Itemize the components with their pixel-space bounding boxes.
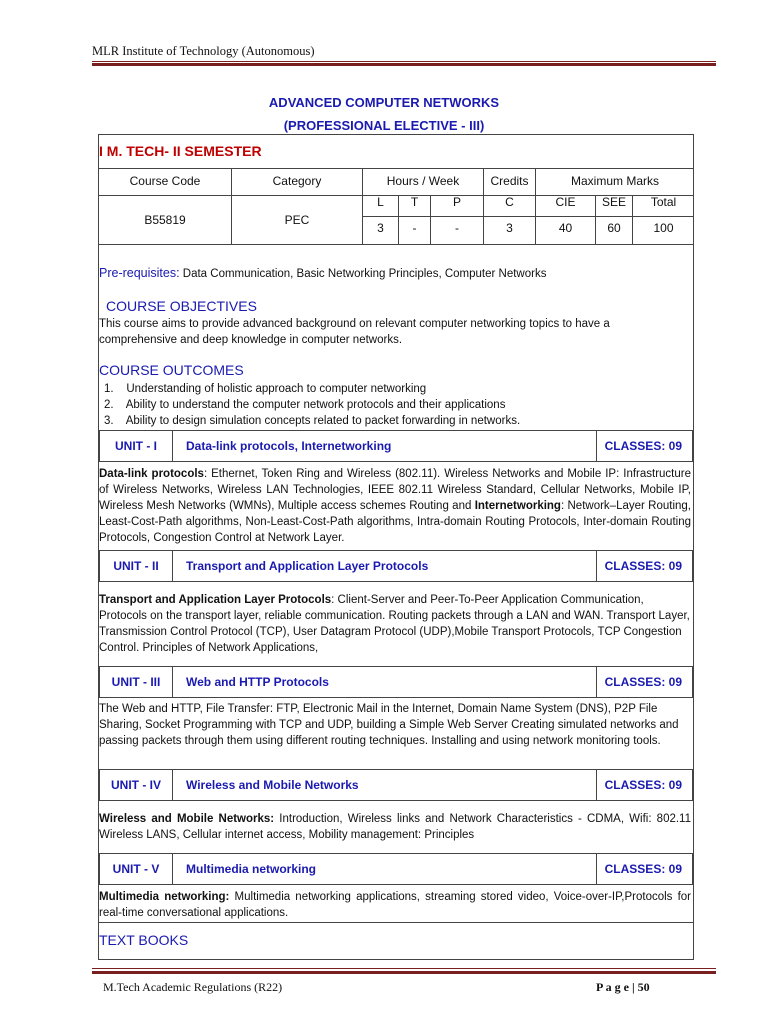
unit-4-content <box>99 811 691 843</box>
page-separator: | <box>629 980 638 994</box>
unit-1-topic-2: Internetworking <box>474 500 561 512</box>
textbooks-heading: TEXT BOOKS <box>99 932 189 948</box>
unit-1-topic-1: Data-link protocols <box>99 468 204 480</box>
header-rule-thin <box>92 61 716 62</box>
unit-row-4 <box>99 769 693 801</box>
unit-separator <box>172 667 173 697</box>
unit-separator <box>172 431 173 461</box>
prerequisites <box>99 266 546 280</box>
objectives-line-1: This course aims to provide advanced background on relevant computer networking topics to have a <box>99 318 610 330</box>
unit-5-topic: Multimedia networking: <box>99 891 230 903</box>
unit-separator <box>596 551 597 581</box>
unit-separator <box>172 551 173 581</box>
unit-title: Data-link protocols, Internetworking <box>186 439 392 453</box>
unit-2-text: : Client-Server and Peer-To-Peer Application Communication, Protocols on the transport layer, reliable communication. Routing packets through a LAN and WAN. Transport Layer, Transmission Control Protocol (TCP), User Datagram Protocol (UDP),Mobile Transport Protocols, TCP Congestion Control. Principles of Network Applications, <box>99 594 690 654</box>
outcome-item: 2. Ability to understand the computer network protocols and their applications <box>104 399 506 411</box>
unit-row-2 <box>99 550 693 582</box>
outcomes-list <box>104 381 520 429</box>
unit-number: UNIT - IV <box>111 778 161 792</box>
unit-classes: CLASSES: 09 <box>604 439 682 453</box>
unit-1-text-2: : Network–Layer Routing, Least-Cost-Path algorithms, Non-Least-Cost-Path algorithms, Intra-domain Routing Protocols, Inter-domain Routing Protocols, Congestion Control at Network Layer. <box>99 500 691 544</box>
unit-number: UNIT - II <box>113 559 159 573</box>
page-number <box>596 980 650 995</box>
th-total: Total <box>650 195 677 209</box>
unit-4-text: Introduction, Wireless links and Network Characteristics - CDMA, Wifi: 802.11 Wireless LANS, Cellular internet access, Mobility management: Principles <box>99 813 691 841</box>
prereq-label: Pre-requisites: <box>99 266 180 280</box>
objectives-line-2: comprehensive and deep knowledge in computer networks. <box>99 334 403 346</box>
unit-classes: CLASSES: 09 <box>604 559 682 573</box>
l-value: 3 <box>377 221 384 235</box>
unit-separator <box>596 854 597 884</box>
th-course-code: Course Code <box>129 174 201 188</box>
institute-header: MLR Institute of Technology (Autonomous) <box>92 44 315 58</box>
c-value: 3 <box>506 221 513 235</box>
unit-title: Transport and Application Layer Protocols <box>186 559 429 573</box>
th-credits: Credits <box>490 174 529 188</box>
unit-4-topic: Wireless and Mobile Networks: <box>99 813 275 825</box>
outcomes-heading: COURSE OUTCOMES <box>99 362 244 378</box>
th-see: SEE <box>601 195 626 209</box>
th-c: C <box>505 195 514 209</box>
page-label: P a g e <box>596 980 629 994</box>
th-l: L <box>377 195 384 209</box>
th-cie: CIE <box>555 195 576 209</box>
total-value: 100 <box>653 221 674 235</box>
unit-1-content <box>99 466 691 546</box>
outcome-item: 3. Ability to design simulation concepts related to packet forwarding in networks. <box>104 415 521 427</box>
header-rule-thick <box>92 63 716 66</box>
th-p: P <box>452 195 461 209</box>
unit-2-topic: Transport and Application Layer Protocols <box>99 594 332 606</box>
unit-separator <box>596 431 597 461</box>
footer-rule-thin <box>92 968 716 969</box>
course-title: ADVANCED COMPUTER NETWORKS <box>268 95 500 110</box>
unit-1-text-1: : Ethernet, Token Ring and Wireless (802.11). Wireless Networks and Mobile IP: Infrastructure of Wireless Networks, Wireless LAN Technologies, IEEE 802.11 Wireless Standard, Cellular Networks, Mobile IP, Wireless Mesh Networks (WMNs), Multiple access schemes Routing and <box>99 468 691 512</box>
unit-title: Multimedia networking <box>186 862 317 876</box>
unit-separator <box>172 770 173 800</box>
unit-separator <box>172 854 173 884</box>
unit-2-content <box>99 592 691 656</box>
unit-classes: CLASSES: 09 <box>604 675 682 689</box>
unit-classes: CLASSES: 09 <box>604 778 682 792</box>
th-max-marks: Maximum Marks <box>570 174 659 188</box>
unit-5-text: Multimedia networking applications, streaming stored video, Voice-over-IP,Protocols for real-time conversational applications. <box>99 891 692 919</box>
footer-regulations: M.Tech Academic Regulations (R22) <box>103 980 283 994</box>
table-line <box>98 168 694 169</box>
unit-3-content: The Web and HTTP, File Transfer: FTP, Electronic Mail in the Internet, Domain Name System (DNS), P2P File Sharing, Socket Programming with TCP and UDP, building a Simple Web Server Creating simulated networks and passing packets through them using different routing techniques. Installing and using network monitoring tools. <box>99 703 679 747</box>
outcome-item: 1. Understanding of holistic approach to computer networking <box>104 383 427 395</box>
unit-separator <box>596 770 597 800</box>
course-subtitle: (PROFESSIONAL ELECTIVE - III) <box>283 118 485 133</box>
unit-row-1 <box>99 430 693 462</box>
see-value: 60 <box>607 221 621 235</box>
course-code-value: B55819 <box>144 213 186 227</box>
t-value: - <box>412 221 417 235</box>
cie-value: 40 <box>558 221 573 235</box>
unit-5-content <box>99 889 691 921</box>
prereq-text: Data Communication, Basic Networking Principles, Computer Networks <box>179 268 547 280</box>
p-value: - <box>455 221 459 235</box>
unit-classes: CLASSES: 09 <box>604 862 682 876</box>
th-t: T <box>410 195 419 209</box>
th-hours: Hours / Week <box>386 174 460 188</box>
textbooks-divider <box>98 922 694 923</box>
unit-separator <box>596 667 597 697</box>
table-line <box>362 216 694 217</box>
unit-row-5 <box>99 853 693 885</box>
unit-row-3 <box>99 666 693 698</box>
unit-title: Web and HTTP Protocols <box>186 675 329 689</box>
table-line <box>98 244 694 245</box>
th-category: Category <box>272 174 322 188</box>
category-value: PEC <box>284 213 310 227</box>
page-num: 50 <box>637 980 650 994</box>
unit-number: UNIT - I <box>115 439 157 453</box>
unit-number: UNIT - V <box>112 862 160 876</box>
unit-title: Wireless and Mobile Networks <box>186 778 359 792</box>
objectives-heading: COURSE OBJECTIVES <box>106 298 257 314</box>
footer-rule-thick <box>92 971 716 974</box>
semester-label: I M. TECH- II SEMESTER <box>99 143 262 159</box>
unit-number: UNIT - III <box>111 675 161 689</box>
